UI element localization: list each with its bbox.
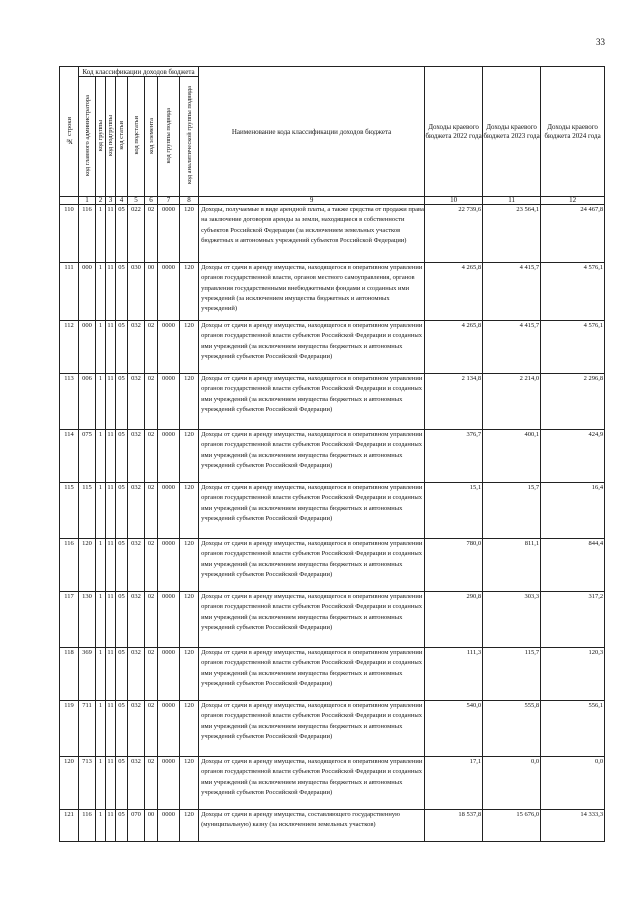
row-number-cell: 121 [60,810,79,842]
code-column-header: код аналитической группы подвида [180,77,199,197]
code-cell: 11 [106,648,116,701]
table-row [60,648,605,701]
code-cell: 05 [116,483,128,539]
code-cell: 120 [180,539,199,592]
name-cell: Доходы от сдачи в аренду имущества, находящегося в оперативном управлении органов государственной власти субъектов Российской Федерации и созданных ими учреждений (за исключением имущества бюджетных и автономных учреждений субъектов Российской Федерации) [199,539,425,592]
amount-2024-cell: 16,4 [541,483,605,539]
amount-2023-cell: 4 415,7 [483,321,541,374]
code-cell: 120 [180,205,199,263]
name-cell: Доходы от сдачи в аренду имущества, находящегося в оперативном управлении органов государственной власти субъектов Российской Федерации и созданных ими учреждений (за исключением имущества бюджетных и автономных учреждений субъектов Российской Федерации) [199,483,425,539]
table-row [60,810,605,842]
name-cell: Доходы от сдачи в аренду имущества, находящегося в оперативном управлении органов государственной власти субъектов Российской Федерации и созданных ими учреждений (за исключением имущества бюджетных и автономных учреждений субъектов Российской Федерации) [199,321,425,374]
column-number-cell: 1 [79,197,96,205]
amount-2022-cell: 376,7 [425,430,483,483]
name-cell: Доходы от сдачи в аренду имущества, находящегося в оперативном управлении органов государственной власти субъектов Российской Федерации и созданных ими учреждений (за исключением имущества бюджетных и автономных учреждений субъектов Российской Федерации) [199,592,425,648]
column-number-cell: 5 [128,197,145,205]
amount-2022-cell: 22 739,6 [425,205,483,263]
code-cell: 05 [116,648,128,701]
code-column-header: код группы [96,77,106,197]
amount-2023-cell: 0,0 [483,757,541,810]
column-number-cell: 8 [180,197,199,205]
name-cell: Доходы, получаемые в виде арендной платы, а также средства от продажи права на заключение договоров аренды за земли, находящиеся в собственности субъектов Российской Федерации (за исключением земельных участков бюджетных и автономных учреждений субъектов Российской Федерации) [199,205,425,263]
code-column-header: код главного администратора [79,77,96,197]
amount-2023-cell: 4 415,7 [483,263,541,321]
code-cell: 1 [96,648,106,701]
table-row [60,757,605,810]
code-cell: 032 [128,483,145,539]
code-cell: 05 [116,810,128,842]
year-2022-header: Доходы краевого бюджета 2022 года [425,67,483,197]
column-number-cell: 4 [116,197,128,205]
code-cell: 02 [145,592,158,648]
table-row [60,483,605,539]
code-cell: 05 [116,321,128,374]
code-cell: 000 [79,263,96,321]
row-number-cell: 118 [60,648,79,701]
column-number-cell: 7 [158,197,180,205]
code-cell: 0000 [158,430,180,483]
code-cell: 0000 [158,701,180,757]
table-row [60,701,605,757]
code-cell: 0000 [158,592,180,648]
code-cell: 1 [96,374,106,430]
code-cell: 02 [145,205,158,263]
code-cell: 02 [145,430,158,483]
column-number-cell: 10 [425,197,483,205]
table-header [60,67,605,205]
row-number-cell: 112 [60,321,79,374]
code-cell: 0000 [158,374,180,430]
amount-2022-cell: 17,1 [425,757,483,810]
row-number-cell: 116 [60,539,79,592]
code-cell: 0000 [158,648,180,701]
code-cell: 120 [180,648,199,701]
name-cell: Доходы от сдачи в аренду имущества, находящегося в оперативном управлении органов государственной власти субъектов Российской Федерации и созданных ими учреждений (за исключением имущества бюджетных и автономных учреждений субъектов Российской Федерации) [199,757,425,810]
amount-2023-cell: 2 214,0 [483,374,541,430]
code-cell: 030 [128,263,145,321]
code-cell: 032 [128,592,145,648]
code-cell: 120 [180,592,199,648]
amount-2023-cell: 400,1 [483,430,541,483]
code-column-header: код подстатьи [128,77,145,197]
amount-2022-cell: 4 265,8 [425,321,483,374]
code-cell: 032 [128,374,145,430]
name-cell: Доходы от сдачи в аренду имущества, составляющего государственную (муниципальную) казну (за исключением земельных участков) [199,810,425,842]
code-cell: 11 [106,263,116,321]
amount-2024-cell: 4 576,1 [541,263,605,321]
row-number-cell: 119 [60,701,79,757]
code-cell: 0000 [158,205,180,263]
row-number-cell: 115 [60,483,79,539]
code-cell: 120 [180,263,199,321]
code-column-header: код подгруппы [106,77,116,197]
code-cell: 1 [96,701,106,757]
table-row [60,374,605,430]
amount-2023-cell: 23 564,1 [483,205,541,263]
code-cell: 1 [96,810,106,842]
amount-2024-cell: 424,9 [541,430,605,483]
code-cell: 120 [79,539,96,592]
code-cell: 000 [79,321,96,374]
code-cell: 120 [180,430,199,483]
code-cell: 11 [106,483,116,539]
amount-2024-cell: 14 333,3 [541,810,605,842]
amount-2022-cell: 18 537,8 [425,810,483,842]
amount-2024-cell: 120,3 [541,648,605,701]
code-cell: 11 [106,321,116,374]
code-cell: 120 [180,321,199,374]
code-cell: 02 [145,483,158,539]
amount-2024-cell: 4 576,1 [541,321,605,374]
code-cell: 0000 [158,539,180,592]
column-number-cell: 9 [199,197,425,205]
code-cell: 11 [106,539,116,592]
amount-2023-cell: 303,3 [483,592,541,648]
code-cell: 11 [106,701,116,757]
row-number-cell: 113 [60,374,79,430]
name-cell: Доходы от сдачи в аренду имущества, находящегося в оперативном управлении органов государственной власти субъектов Российской Федерации и созданных ими учреждений (за исключением имущества бюджетных и автономных учреждений субъектов Российской Федерации) [199,374,425,430]
amount-2022-cell: 111,3 [425,648,483,701]
amount-2022-cell: 780,0 [425,539,483,592]
row-number-cell: 114 [60,430,79,483]
code-cell: 130 [79,592,96,648]
code-cell: 02 [145,321,158,374]
code-cell: 0000 [158,483,180,539]
code-cell: 713 [79,757,96,810]
table-row [60,321,605,374]
code-cell: 120 [180,757,199,810]
code-column-header: код статьи [116,77,128,197]
code-cell: 1 [96,263,106,321]
code-cell: 006 [79,374,96,430]
row-number-cell: 120 [60,757,79,810]
code-cell: 032 [128,701,145,757]
code-cell: 11 [106,810,116,842]
column-number-cell: 6 [145,197,158,205]
code-cell: 02 [145,648,158,701]
amount-2022-cell: 540,0 [425,701,483,757]
table-row [60,430,605,483]
code-cell: 05 [116,374,128,430]
code-cell: 120 [180,483,199,539]
table-body [60,205,605,842]
code-cell: 070 [128,810,145,842]
budget-revenue-table [59,66,605,842]
code-cell: 05 [116,701,128,757]
table-row [60,539,605,592]
code-cell: 1 [96,757,106,810]
code-cell: 05 [116,592,128,648]
code-cell: 116 [79,810,96,842]
amount-2024-cell: 2 296,8 [541,374,605,430]
code-cell: 711 [79,701,96,757]
code-cell: 032 [128,430,145,483]
amount-2024-cell: 24 467,8 [541,205,605,263]
code-cell: 032 [128,757,145,810]
code-cell: 11 [106,430,116,483]
code-cell: 11 [106,757,116,810]
amount-2023-cell: 555,8 [483,701,541,757]
row-number-header: № строки [60,67,79,197]
column-number-cell: 11 [483,197,541,205]
code-cell: 120 [180,810,199,842]
code-cell: 11 [106,374,116,430]
row-number-cell: 110 [60,205,79,263]
code-cell: 00 [145,263,158,321]
code-cell: 02 [145,374,158,430]
code-cell: 120 [180,701,199,757]
name-cell: Доходы от сдачи в аренду имущества, находящегося в оперативном управлении органов государственной власти субъектов Российской Федерации и созданных ими учреждений (за исключением имущества бюджетных и автономных учреждений субъектов Российской Федерации) [199,430,425,483]
amount-2023-cell: 15,7 [483,483,541,539]
code-column-header: код группы подвида [158,77,180,197]
name-cell: Доходы от сдачи в аренду имущества, находящегося в оперативном управлении органов государственной власти, органов местного самоуправления, органов управления государственными внебюджетными фондами и созданных ими учреждений (за исключением имущества бюджетных и автономных учреждений) [199,263,425,321]
amount-2024-cell: 556,1 [541,701,605,757]
code-cell: 11 [106,205,116,263]
code-cell: 116 [79,205,96,263]
year-2023-header: Доходы краевого бюджета 2023 года [483,67,541,197]
code-cell: 05 [116,757,128,810]
amount-2023-cell: 811,1 [483,539,541,592]
amount-2024-cell: 0,0 [541,757,605,810]
code-cell: 1 [96,592,106,648]
code-cell: 022 [128,205,145,263]
code-cell: 120 [180,374,199,430]
table-row [60,592,605,648]
amount-2023-cell: 15 676,0 [483,810,541,842]
code-cell: 1 [96,321,106,374]
code-cell: 05 [116,430,128,483]
code-cell: 032 [128,321,145,374]
column-number-row [60,197,605,205]
code-cell: 1 [96,483,106,539]
amount-2022-cell: 290,8 [425,592,483,648]
page-number: 33 [596,37,605,47]
code-cell: 032 [128,648,145,701]
code-cell: 02 [145,701,158,757]
code-cell: 369 [79,648,96,701]
code-cell: 00 [145,810,158,842]
classification-group-header: Код классификации доходов бюджета [79,67,199,77]
name-cell: Доходы от сдачи в аренду имущества, находящегося в оперативном управлении органов государственной власти субъектов Российской Федерации и созданных ими учреждений (за исключением имущества бюджетных и автономных учреждений субъектов Российской Федерации) [199,701,425,757]
code-cell: 05 [116,539,128,592]
code-cell: 0000 [158,757,180,810]
code-cell: 1 [96,539,106,592]
table-row [60,205,605,263]
column-number-cell [60,197,79,205]
column-number-cell: 2 [96,197,106,205]
amount-2024-cell: 844,4 [541,539,605,592]
year-2024-header: Доходы краевого бюджета 2024 года [541,67,605,197]
code-cell: 0000 [158,263,180,321]
code-cell: 1 [96,430,106,483]
code-cell: 05 [116,205,128,263]
code-cell: 11 [106,592,116,648]
code-cell: 075 [79,430,96,483]
row-number-cell: 117 [60,592,79,648]
code-cell: 1 [96,205,106,263]
name-cell: Доходы от сдачи в аренду имущества, находящегося в оперативном управлении органов государственной власти субъектов Российской Федерации и созданных ими учреждений (за исключением имущества бюджетных и автономных учреждений субъектов Российской Федерации) [199,648,425,701]
code-cell: 02 [145,757,158,810]
code-column-header: код элемента [145,77,158,197]
amount-2023-cell: 115,7 [483,648,541,701]
column-number-cell: 3 [106,197,116,205]
code-cell: 0000 [158,810,180,842]
table-row [60,263,605,321]
amount-2022-cell: 4 265,8 [425,263,483,321]
row-number-cell: 111 [60,263,79,321]
amount-2022-cell: 15,1 [425,483,483,539]
amount-2022-cell: 2 134,8 [425,374,483,430]
code-cell: 05 [116,263,128,321]
code-cell: 032 [128,539,145,592]
code-cell: 02 [145,539,158,592]
code-cell: 115 [79,483,96,539]
code-cell: 0000 [158,321,180,374]
amount-2024-cell: 317,2 [541,592,605,648]
column-number-cell: 12 [541,197,605,205]
name-column-header: Наименование кода классификации доходов бюджета [199,67,425,197]
